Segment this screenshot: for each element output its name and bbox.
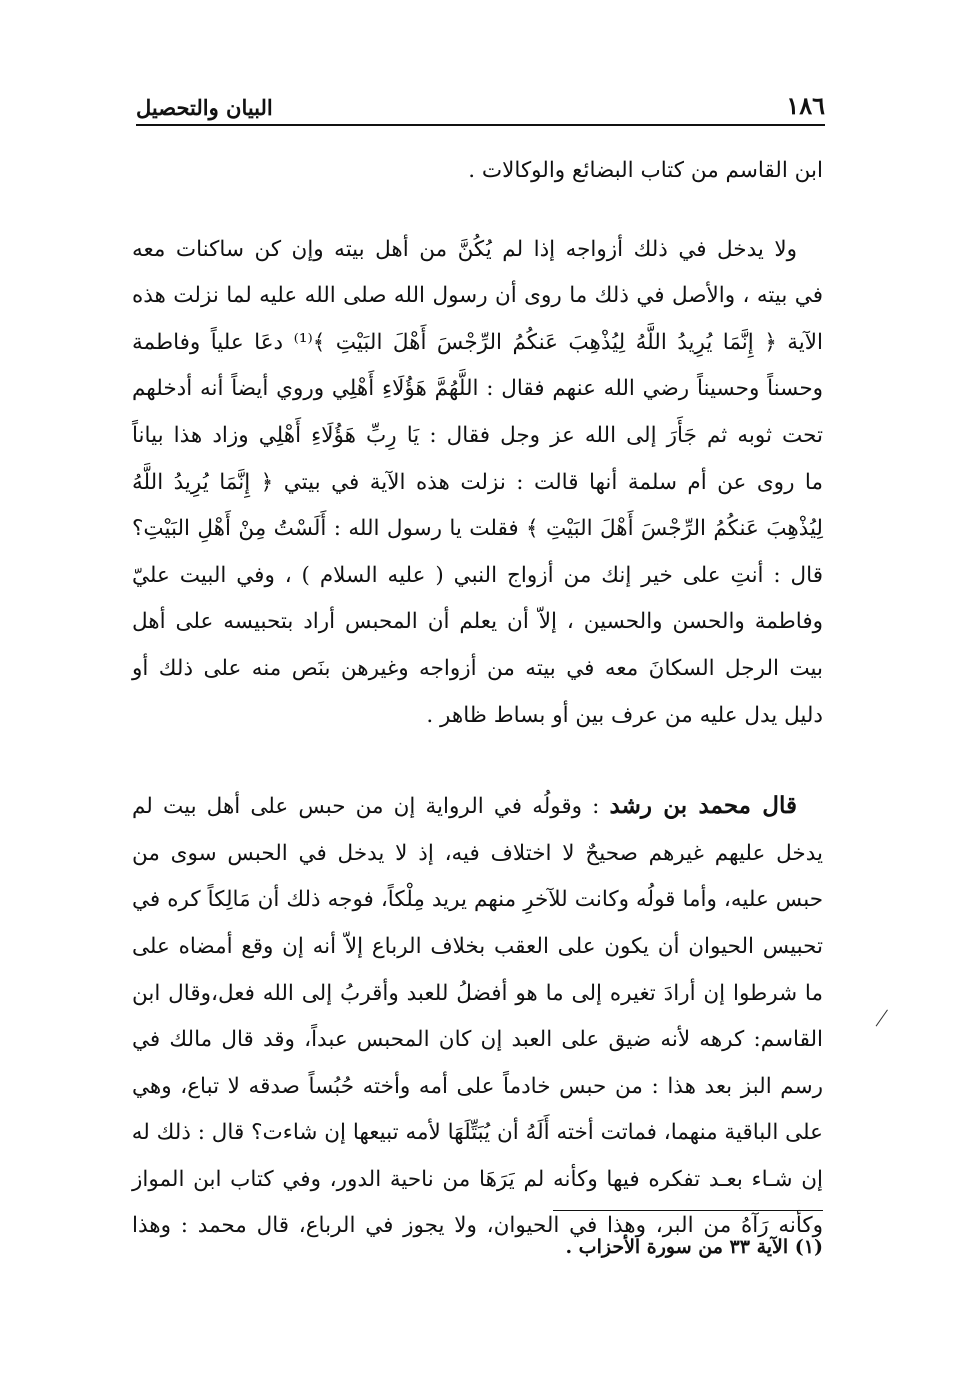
paragraph-3-line: على الباقية منهما، فماتت أخته أَلَهُ أن يُبَتِّلَهَا لأمه تبيعها إن شاءت؟ قال : ذلك له <box>131 1120 823 1146</box>
paragraph-2-line: الآية ﴿ إِنَّمَا يُرِيدُ اللَّهُ لِيُذْهِبَ عَنكُمُ الرِّجْسَ أَهْلَ البَيْتِ ﴾⁽¹⁾ دعَا علياً وفاطمة <box>132 329 823 355</box>
paragraph-2-line: وحسناً وحسيناً رضي الله عنهم فقال : اللَّهُمَّ هَؤُلَاءِ أَهْلِي وروي أيضاً أنه أدخلهم <box>132 376 823 402</box>
footnote-rule <box>553 1210 823 1211</box>
running-title: البيان والتحصيل <box>136 95 273 120</box>
paragraph-1-line: ابن القاسم من كتاب البضائع والوكالات . <box>468 158 823 183</box>
paragraph-2-line: بيت الرجل السكانَ معه في بيته من أزواجه وغيرهن بنَص منه على ذلك أو <box>132 655 823 681</box>
paragraph-3-line: وكأنه رَآهُ من البر، وهذا في الحيوان، ولا يجوز في الرباع، قال محمد : وهذا <box>132 1213 823 1239</box>
paragraph-2-line: قال : أنتِ على خير إنك من أزواج النبي ( عليه السلام ) ، وفي البيت عليّ <box>132 562 823 588</box>
paragraph-3-line: إن شـاء بعـد تفكره فيها وكأنه لم يَرَهَا من ناحية الدور، وفي كتاب ابن المواز <box>132 1166 823 1192</box>
paragraph-gap <box>132 195 823 227</box>
paragraph-3-line: ما شرطوا إن أرادَ تغيره إلى ما هو أفضلُ للعبد وأقربُ إلى الله فعل،وقال ابن <box>132 980 823 1006</box>
paragraph-2-line: ولا يدخل في ذلك أزواجه إذا لم يُكُنَّ من أهل بيته وإن كن ساكنات معه <box>132 236 797 262</box>
page-body <box>132 148 823 1250</box>
speaker-label: قال محمد بن رشد <box>609 792 797 820</box>
footnote: (١) الآية ٣٣ من سورة الأحزاب . <box>565 1236 823 1258</box>
paragraph-2-line: ما روى عن أم سلمة أنها قالت : نزلت هذه الآية في بيتي ﴿ إِنَّمَا يُرِيدُ اللَّهُ <box>132 469 823 495</box>
paragraph-gap <box>132 739 823 783</box>
paragraph-3-first-line <box>132 783 823 831</box>
paragraph-3-line: حبس عليه، وأما قولُه وكانت للآخرِ منهم يريد مِلْكاً، فوجه ذلك أن مَالِكاً كره في <box>132 887 823 913</box>
page-header <box>136 84 825 120</box>
paragraph-2-line: وفاطمة والحسن والحسين ، إلاّ أن يعلم أن المحبس أراد بتحبيسه على أهل <box>132 609 823 635</box>
paragraph-3-line: القاسم: كرهه لأنه ضيق على العبد إن كان المحبس عبداً، وقد قال مالك في <box>132 1027 823 1053</box>
paragraph-3-line: رسم البز بعد هذا : من حبس خادماً على أمه وأخته حُبُساً صدقه لا تباع، وهي <box>132 1073 823 1099</box>
paragraph-2-line: دليل يدل عليه من عرف بين أو بساط ظاهر . <box>426 702 823 728</box>
margin-pen-mark <box>876 1010 900 1035</box>
paragraph-2-line: لِيُذْهِبَ عَنكُمُ الرِّجْسَ أَهْلَ البَيْتِ ﴾ فقلت يا رسول الله : أَلَسْتُ مِنْ أَهْلِ البَيْتِ؟ <box>132 516 823 542</box>
paragraph-3-line: تحبيس الحيوان أن يكون على العقب بخلاف الرباع إلاّ أنه إن وقع أمضاه على <box>132 933 823 959</box>
paragraph-3-line: يدخل عليهم غيرهم صحيحٌ لا اختلاف فيه، إذ لا يدخل في الحبس سوى من <box>132 840 823 866</box>
page-number: ١٨٦ <box>786 91 825 120</box>
paragraph-2-line: في بيته ، والأصل في ذلك ما روى أن رسول الله صلى الله عليه لما نزلت هذه <box>132 283 823 309</box>
paragraph-2-line: تحت ثوبه ثم جَأَرَ إلى الله عز وجل فقال : يَا رِبِّ هَؤُلَاءِ أَهْلِي وزاد هذا بياناً <box>132 422 823 448</box>
paragraph-3-line: : وقولُه في الرواية إن من حبس على أهل بيت لم <box>132 794 610 820</box>
header-rule <box>136 124 825 126</box>
